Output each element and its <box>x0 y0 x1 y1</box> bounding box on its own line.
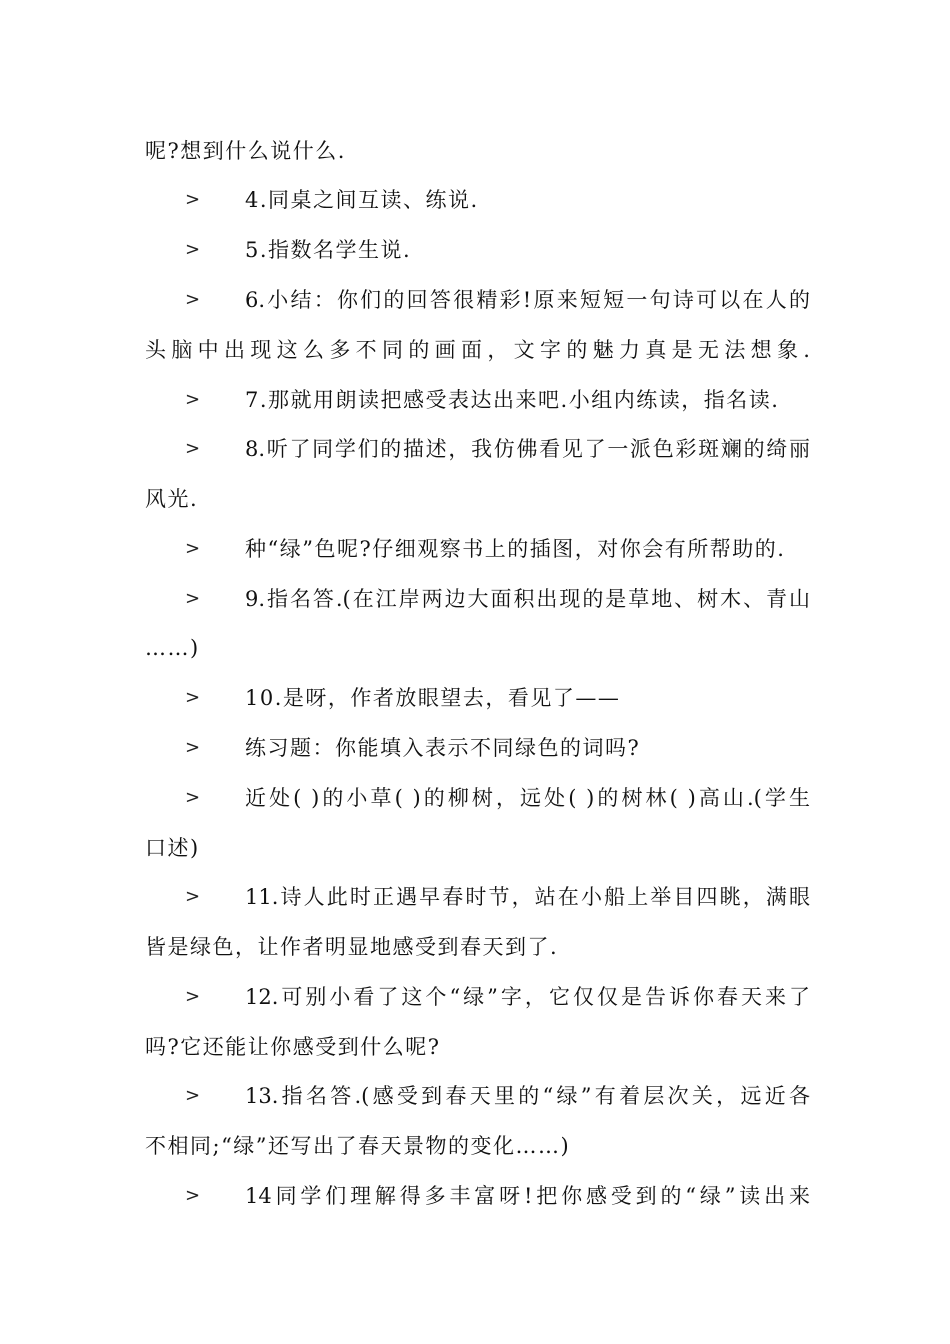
bullet-arrow-icon: > <box>185 886 201 907</box>
list-item-green-question: 种“绿”色呢?仔细观察书上的插图，对你会有所帮助的. <box>245 537 786 561</box>
list-item-11-continued: 皆是绿色，让作者明显地感受到春天到了. <box>145 935 559 959</box>
list-item-5: 5.指数名学生说. <box>245 238 412 262</box>
list-item-14: 14同学们理解得多丰富呀!把你感受到的“绿”读出来 <box>245 1184 810 1208</box>
list-item-fill-blanks: 近处( )的小草( )的柳树，远处( )的树林( )高山.(学生 <box>245 786 810 810</box>
list-item-10: 10.是呀，作者放眼望去，看见了—— <box>245 686 621 710</box>
text-line-1: 呢?想到什么说什么. <box>145 139 346 163</box>
list-item-12: 12.可别小看了这个“绿”字，它仅仅是告诉你春天来了 <box>245 985 810 1009</box>
bullet-arrow-icon: > <box>185 1085 201 1106</box>
list-item-13: 13.指名答.(感受到春天里的“绿”有着层次关，远近各 <box>245 1084 810 1108</box>
bullet-arrow-icon: > <box>185 986 201 1007</box>
list-item-12-continued: 吗?它还能让你感受到什么呢? <box>145 1035 441 1059</box>
list-item-9: 9.指名答.(在江岸两边大面积出现的是草地、树木、青山 <box>245 587 810 611</box>
list-item-9-continued: ……) <box>145 636 200 660</box>
bullet-arrow-icon: > <box>185 787 201 808</box>
bullet-arrow-icon: > <box>185 1185 201 1206</box>
bullet-arrow-icon: > <box>185 588 201 609</box>
bullet-arrow-icon: > <box>185 189 201 210</box>
bullet-arrow-icon: > <box>185 438 201 459</box>
list-item-6: 6.小结：你们的回答很精彩!原来短短一句诗可以在人的 <box>245 288 810 312</box>
bullet-arrow-icon: > <box>185 687 201 708</box>
list-item-fill-blanks-continued: 口述) <box>145 836 200 860</box>
list-item-exercise: 练习题：你能填入表示不同绿色的词吗? <box>245 736 641 760</box>
list-item-13-continued: 不相同;“绿”还写出了春天景物的变化……) <box>145 1134 571 1158</box>
list-item-4: 4.同桌之间互读、练说. <box>245 188 479 212</box>
bullet-arrow-icon: > <box>185 737 201 758</box>
list-item-11: 11.诗人此时正遇早春时节，站在小船上举目四眺，满眼 <box>245 885 810 909</box>
list-item-8: 8.听了同学们的描述，我仿佛看见了一派色彩斑斓的绮丽 <box>245 437 810 461</box>
list-item-7: 7.那就用朗读把感受表达出来吧.小组内练读，指名读. <box>245 388 780 412</box>
bullet-arrow-icon: > <box>185 239 201 260</box>
bullet-arrow-icon: > <box>185 538 201 559</box>
bullet-arrow-icon: > <box>185 389 201 410</box>
list-item-8-continued: 风光. <box>145 487 199 511</box>
bullet-arrow-icon: > <box>185 289 201 310</box>
list-item-6-continued: 头脑中出现这么多不同的画面，文字的魅力真是无法想象. <box>145 338 810 362</box>
